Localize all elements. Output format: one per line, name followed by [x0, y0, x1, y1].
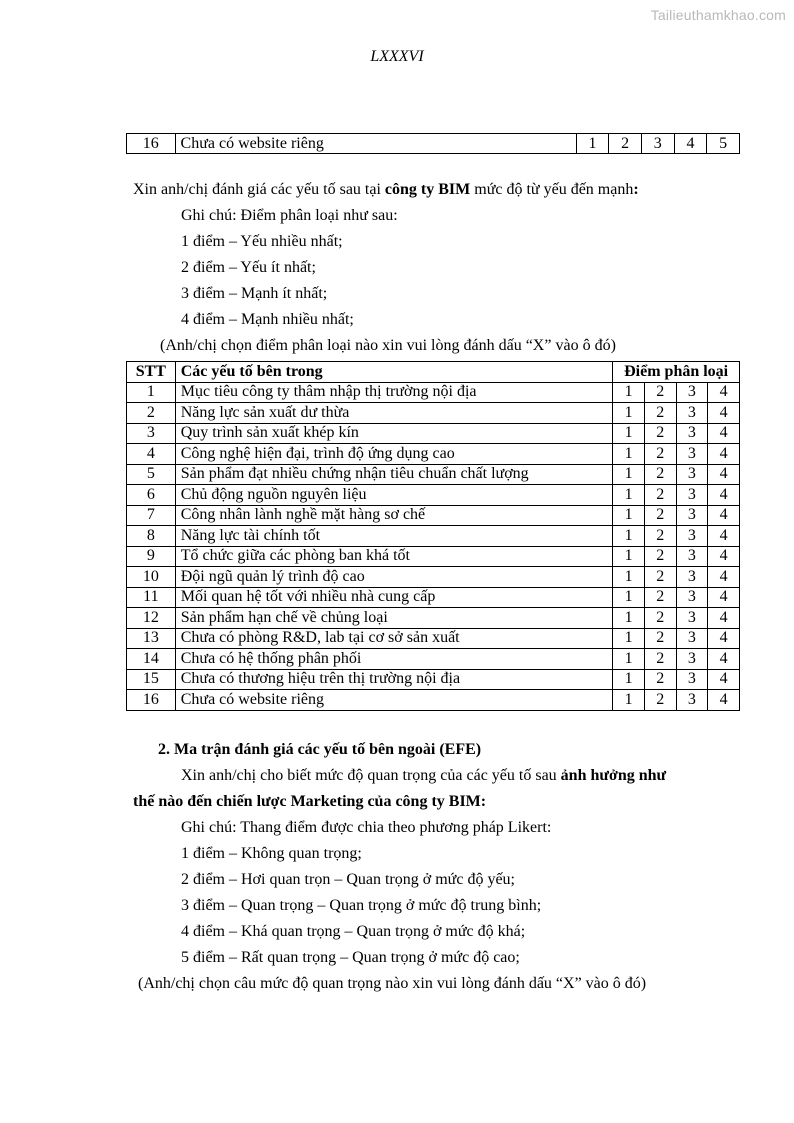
factor-cell: Sản phẩm đạt nhiều chứng nhận tiêu chuẩn chất lượng	[175, 464, 613, 485]
score-cell[interactable]: 4	[708, 444, 740, 465]
factor-cell: Sản phẩm hạn chế về chủng loại	[175, 608, 613, 629]
factor-cell: Năng lực sản xuất dư thừa	[175, 403, 613, 424]
score-cell[interactable]: 1	[613, 628, 645, 649]
score-cell[interactable]: 2	[644, 546, 676, 567]
factor-cell: Chưa có website riêng	[175, 134, 576, 154]
score-cell[interactable]: 1	[613, 505, 645, 526]
score-cell[interactable]: 1	[613, 546, 645, 567]
score-cell[interactable]: 1	[613, 649, 645, 670]
stt-cell: 8	[127, 526, 176, 547]
header-score: Điểm phân loại	[613, 362, 740, 383]
score-cell[interactable]: 4	[708, 690, 740, 711]
score-cell[interactable]: 3	[676, 567, 708, 588]
table-row	[127, 567, 740, 588]
score-cell[interactable]: 1	[613, 690, 645, 711]
score-cell[interactable]: 3	[676, 690, 708, 711]
score-cell[interactable]: 4	[708, 403, 740, 424]
factor-cell: Năng lực tài chính tốt	[175, 526, 613, 547]
table-row	[127, 546, 740, 567]
score-cell[interactable]: 4	[708, 567, 740, 588]
stt-cell: 7	[127, 505, 176, 526]
score-cell[interactable]: 3	[676, 649, 708, 670]
score-cell[interactable]: 3	[676, 669, 708, 690]
score-cell[interactable]: 1	[613, 608, 645, 629]
score-cell[interactable]: 2	[644, 464, 676, 485]
score-cell[interactable]: 2	[644, 690, 676, 711]
score-cell[interactable]: 1	[613, 669, 645, 690]
efe-scale-1: 1 điểm – Không quan trọng;	[181, 845, 362, 862]
factor-cell: Chưa có website riêng	[175, 690, 613, 711]
score-cell[interactable]: 2	[644, 382, 676, 403]
stt-cell: 16	[127, 134, 176, 154]
score-cell[interactable]: 2	[644, 505, 676, 526]
efe-intro-1: Xin anh/chị cho biết mức độ quan trọng của các yếu tố sau ảnh hưởng như	[181, 767, 667, 784]
factor-cell: Quy trình sản xuất khép kín	[175, 423, 613, 444]
score-cell[interactable]: 2	[644, 526, 676, 547]
stt-cell: 5	[127, 464, 176, 485]
score-cell[interactable]: 2	[644, 608, 676, 629]
table-row	[127, 403, 740, 424]
score-cell[interactable]: 4	[674, 134, 707, 154]
score-cell[interactable]: 4	[708, 587, 740, 608]
score-cell[interactable]: 1	[613, 587, 645, 608]
score-cell[interactable]: 4	[708, 382, 740, 403]
efe-scale-4: 4 điểm – Khá quan trọng – Quan trọng ở mức độ khá;	[181, 923, 526, 940]
factor-cell: Công nhân lành nghề mặt hàng sơ chế	[175, 505, 613, 526]
ife-intro: Xin anh/chị đánh giá các yếu tố sau tại công ty BIM mức độ từ yếu đến mạnh:	[133, 181, 639, 198]
stt-cell: 2	[127, 403, 176, 424]
table-row	[127, 526, 740, 547]
table-row	[127, 134, 740, 154]
table-row	[127, 485, 740, 506]
factor-cell: Chưa có thương hiệu trên thị trường nội địa	[175, 669, 613, 690]
score-cell[interactable]: 2	[644, 485, 676, 506]
score-cell[interactable]: 2	[644, 423, 676, 444]
score-cell[interactable]: 2	[644, 649, 676, 670]
stt-cell: 3	[127, 423, 176, 444]
table-header-row	[127, 362, 740, 383]
score-cell[interactable]: 3	[676, 485, 708, 506]
factor-cell: Chưa có phòng R&D, lab tại cơ sở sản xuất	[175, 628, 613, 649]
stt-cell: 13	[127, 628, 176, 649]
score-cell[interactable]: 3	[641, 134, 674, 154]
stt-cell: 4	[127, 444, 176, 465]
table-row	[127, 505, 740, 526]
score-cell[interactable]: 3	[676, 628, 708, 649]
stt-cell: 1	[127, 382, 176, 403]
header-stt: STT	[127, 362, 176, 383]
score-cell[interactable]: 1	[613, 485, 645, 506]
ife-scale-4: 4 điểm – Mạnh nhiều nhất;	[181, 311, 354, 328]
score-cell[interactable]: 1	[613, 444, 645, 465]
score-cell[interactable]: 3	[676, 444, 708, 465]
score-cell[interactable]: 3	[676, 505, 708, 526]
table-row	[127, 608, 740, 629]
score-cell[interactable]: 3	[676, 608, 708, 629]
score-cell[interactable]: 2	[644, 628, 676, 649]
score-cell[interactable]: 3	[676, 526, 708, 547]
table-row	[127, 382, 740, 403]
table-row	[127, 628, 740, 649]
table-row	[127, 669, 740, 690]
score-cell[interactable]: 2	[644, 669, 676, 690]
table-row	[127, 444, 740, 465]
score-cell[interactable]: 4	[708, 546, 740, 567]
factor-cell: Tổ chức giữa các phòng ban khá tốt	[175, 546, 613, 567]
stt-cell: 14	[127, 649, 176, 670]
score-cell[interactable]: 3	[676, 587, 708, 608]
score-cell[interactable]: 4	[708, 505, 740, 526]
score-cell[interactable]: 4	[708, 669, 740, 690]
ife-scale-3: 3 điểm – Mạnh ít nhất;	[181, 285, 328, 302]
ife-table	[126, 361, 740, 711]
page-number: LXXXVI	[370, 48, 424, 65]
ife-instruction: (Anh/chị chọn điểm phân loại nào xin vui lòng đánh dấu “X” vào ô đó)	[160, 337, 616, 354]
score-cell[interactable]: 1	[613, 567, 645, 588]
ife-scale-1: 1 điểm – Yếu nhiều nhất;	[181, 233, 343, 250]
ife-table-body	[127, 382, 740, 710]
factor-cell: Công nghệ hiện đại, trình độ ứng dụng cao	[175, 444, 613, 465]
score-cell[interactable]: 4	[708, 464, 740, 485]
stt-cell: 16	[127, 690, 176, 711]
header-factor: Các yếu tố bên trong	[175, 362, 613, 383]
stt-cell: 6	[127, 485, 176, 506]
table-row	[127, 690, 740, 711]
stt-cell: 11	[127, 587, 176, 608]
score-cell[interactable]: 2	[644, 403, 676, 424]
score-cell[interactable]: 3	[676, 423, 708, 444]
table-row	[127, 587, 740, 608]
efe-instruction: (Anh/chị chọn câu mức độ quan trọng nào xin vui lòng đánh dấu “X” vào ô đó)	[138, 975, 647, 992]
score-cell[interactable]: 2	[644, 567, 676, 588]
factor-cell: Chưa có hệ thống phân phối	[175, 649, 613, 670]
stt-cell: 10	[127, 567, 176, 588]
score-cell[interactable]: 2	[609, 134, 642, 154]
top-table	[126, 133, 740, 154]
efe-scale-2: 2 điểm – Hơi quan trọn – Quan trọng ở mức độ yếu;	[181, 871, 515, 888]
stt-cell: 12	[127, 608, 176, 629]
score-cell[interactable]: 3	[676, 464, 708, 485]
efe-heading: 2. Ma trận đánh giá các yếu tố bên ngoài (EFE)	[158, 741, 482, 758]
score-cell[interactable]: 4	[708, 526, 740, 547]
score-cell[interactable]: 1	[613, 403, 645, 424]
score-cell[interactable]: 3	[676, 403, 708, 424]
score-cell[interactable]: 1	[613, 382, 645, 403]
watermark: Tailieuthamkhao.com	[650, 7, 786, 23]
table-row	[127, 649, 740, 670]
factor-cell: Chủ động nguồn nguyên liệu	[175, 485, 613, 506]
score-cell[interactable]: 4	[708, 485, 740, 506]
score-cell[interactable]: 3	[676, 382, 708, 403]
score-cell[interactable]: 2	[644, 587, 676, 608]
factor-cell: Mối quan hệ tốt với nhiều nhà cung cấp	[175, 587, 613, 608]
table-row	[127, 423, 740, 444]
score-cell[interactable]: 1	[613, 423, 645, 444]
factor-cell: Đội ngũ quản lý trình độ cao	[175, 567, 613, 588]
efe-note: Ghi chú: Thang điểm được chia theo phương pháp Likert:	[181, 819, 552, 836]
efe-scale-5: 5 điểm – Rất quan trọng – Quan trọng ở mức độ cao;	[181, 949, 520, 966]
score-cell[interactable]: 4	[708, 628, 740, 649]
stt-cell: 15	[127, 669, 176, 690]
score-cell[interactable]: 1	[613, 464, 645, 485]
ife-scale-2: 2 điểm – Yếu ít nhất;	[181, 259, 316, 276]
score-cell[interactable]: 5	[707, 134, 740, 154]
score-cell[interactable]: 4	[708, 608, 740, 629]
score-cell[interactable]: 3	[676, 546, 708, 567]
score-cell[interactable]: 1	[576, 134, 609, 154]
score-cell[interactable]: 4	[708, 649, 740, 670]
stt-cell: 9	[127, 546, 176, 567]
table-row	[127, 464, 740, 485]
ife-note: Ghi chú: Điểm phân loại như sau:	[181, 207, 398, 224]
score-cell[interactable]: 4	[708, 423, 740, 444]
score-cell[interactable]: 1	[613, 526, 645, 547]
score-cell[interactable]: 2	[644, 444, 676, 465]
efe-intro-2: thế nào đến chiến lược Marketing của công ty BIM:	[133, 793, 487, 810]
efe-scale-3: 3 điểm – Quan trọng – Quan trọng ở mức độ trung bình;	[181, 897, 542, 914]
factor-cell: Mục tiêu công ty thâm nhập thị trường nội địa	[175, 382, 613, 403]
